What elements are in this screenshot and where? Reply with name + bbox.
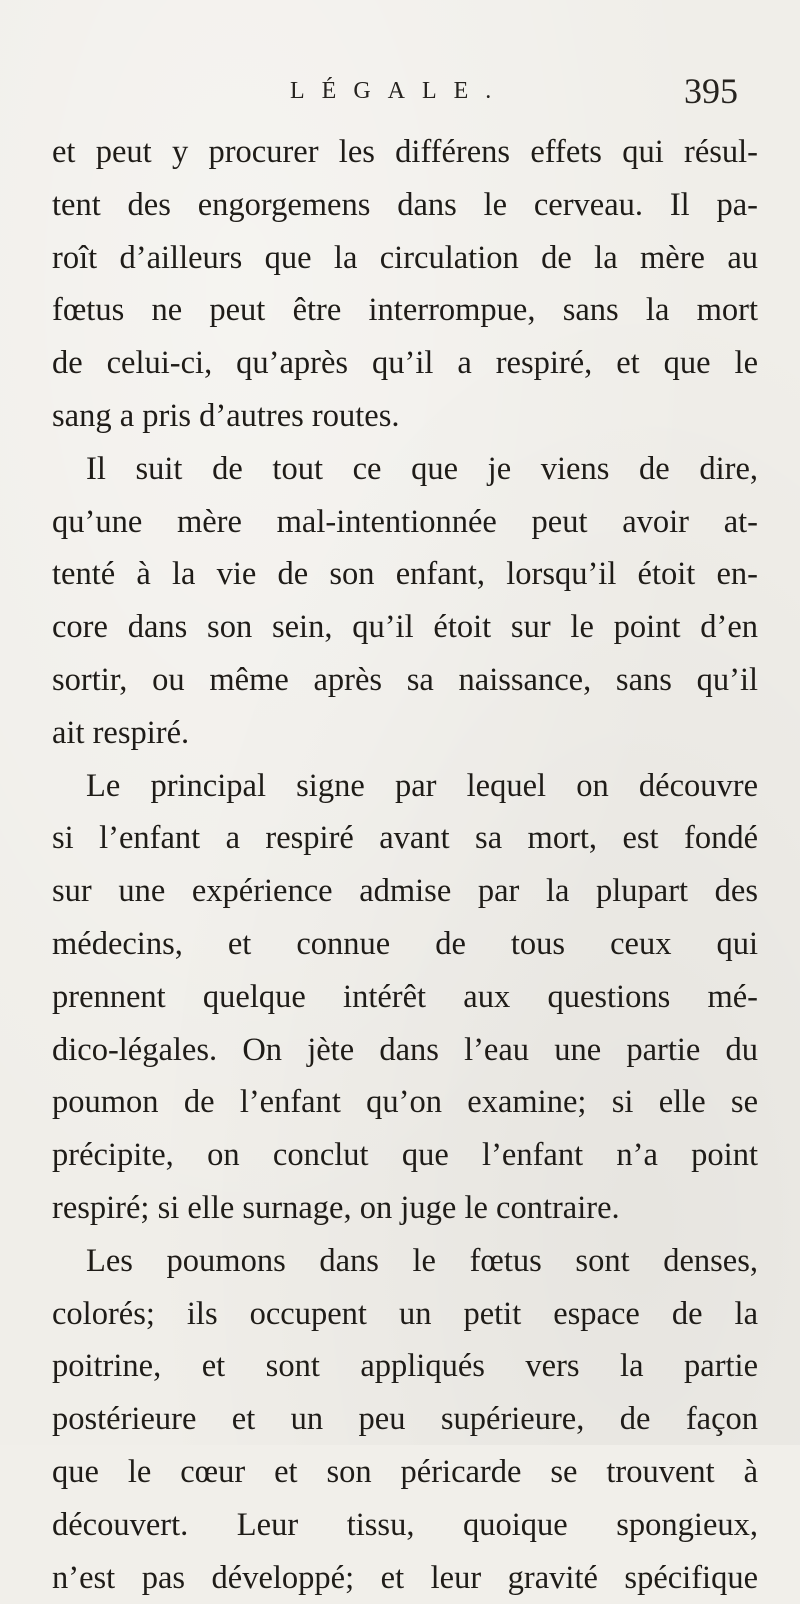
text-line: et peut y procurer les différens effets qui résul- [52, 134, 758, 170]
text-line: découvert. Leur tissu, quoique spongieux, [52, 1506, 758, 1543]
text-line: prennent quelque intérêt aux questions mé- [52, 978, 758, 1015]
page-number: 395 [684, 71, 738, 111]
text-line: poitrine, et sont appliqués vers la partie [52, 1348, 758, 1385]
text-line: si l’enfant a respiré avant sa mort, est fondé [52, 820, 758, 857]
text-line: précipite, on conclut que l’enfant n’a point [52, 1137, 758, 1174]
text-line: colorés; ils occupent un petit espace de la [52, 1295, 758, 1332]
text-line: respiré; si elle surnage, on juge le contraire. [52, 1189, 620, 1226]
text-line: sortir, ou même après sa naissance, sans qu’il [52, 661, 758, 698]
text-line: sur une expérience admise par la plupart des [52, 873, 758, 910]
text-line: que le cœur et son péricarde se trouvent à [52, 1453, 758, 1490]
text-line: de celui-ci, qu’après qu’il a respiré, et que le [52, 345, 758, 382]
text-line: Les poumons dans le fœtus sont denses, [86, 1242, 758, 1279]
text-line: Il suit de tout ce que je viens de dire, [86, 450, 758, 487]
body-text [52, 126, 758, 1604]
text-line: n’est pas développé; et leur gravité spécifique [52, 1559, 758, 1596]
text-line: poumon de l’enfant qu’on examine; si elle se [52, 1084, 758, 1121]
text-line: postérieure et un peu supérieure, de façon [52, 1401, 758, 1438]
text-line: core dans son sein, qu’il étoit sur le point d’en [52, 609, 758, 646]
text-line: roît d’ailleurs que la circulation de la mère au [52, 239, 758, 276]
text-line: fœtus ne peut être interrompue, sans la mort [52, 292, 758, 329]
text-line: Le principal signe par lequel on découvre [86, 767, 758, 804]
text-line: sang a pris d’autres routes. [52, 397, 400, 434]
running-head: LÉGALE. [290, 78, 509, 104]
text-line: ait respiré. [52, 714, 190, 751]
text-line: qu’une mère mal-intentionnée peut avoir at- [52, 503, 758, 540]
text-line: médecins, et connue de tous ceux qui [52, 925, 758, 962]
text-line: dico-légales. On jète dans l’eau une partie du [52, 1031, 758, 1068]
text-line: tenté à la vie de son enfant, lorsqu’il étoit en- [52, 556, 758, 593]
text-line: tent des engorgemens dans le cerveau. Il pa- [52, 186, 758, 223]
